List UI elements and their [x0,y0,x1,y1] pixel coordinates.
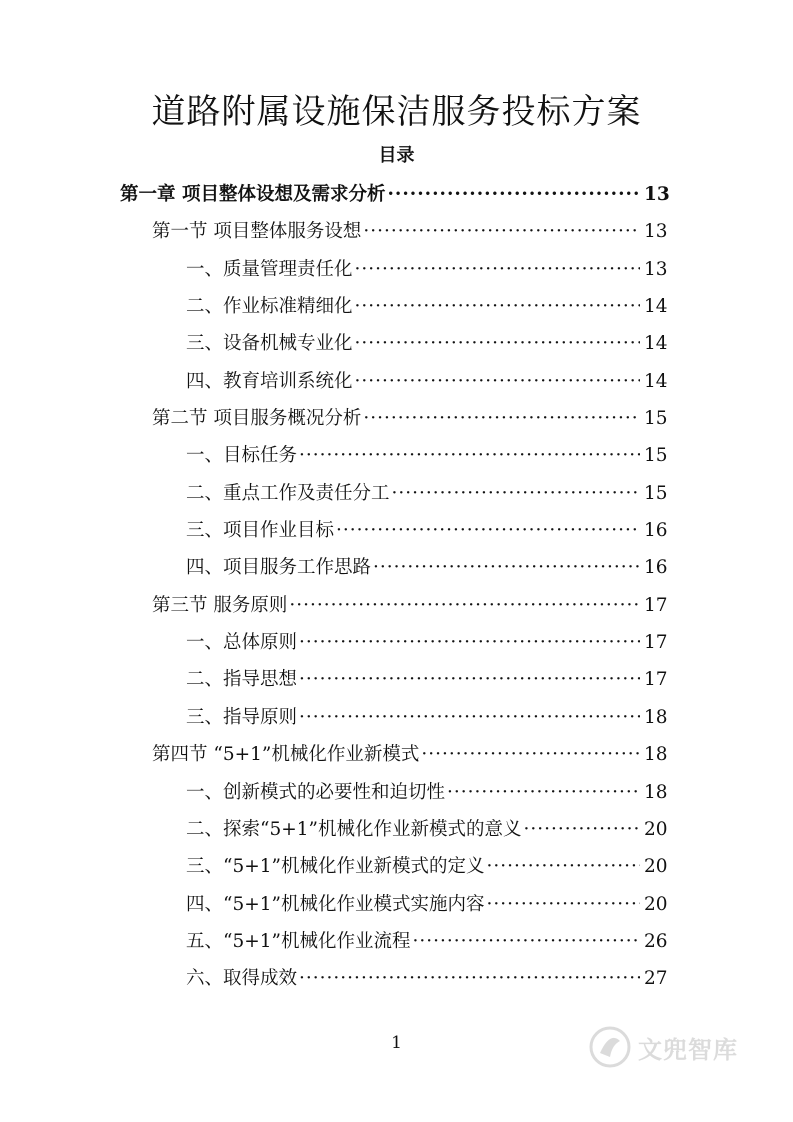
toc-subsection-entry[interactable] [0,960,793,997]
toc-entry-page-number: 16 [644,520,668,542]
toc-entry-label: 二、重点工作及责任分工 [186,482,390,504]
toc-dot-leader [392,475,640,512]
toc-dot-leader [363,400,640,437]
toc-dot-leader [363,213,640,250]
toc-subsection-entry[interactable] [0,512,793,549]
toc-entry-label: 第三节 服务原则 [152,594,288,616]
toc-entry-page-number: 14 [644,296,668,318]
toc-entry-page-number: 26 [644,930,668,952]
table-of-contents [0,176,793,998]
toc-entry-label: 第一节 项目整体服务设想 [152,221,362,243]
toc-entry-label: 一、质量管理责任化 [186,258,353,280]
toc-subsection-entry[interactable] [0,886,793,923]
toc-dot-leader [373,549,640,586]
document-title: 道路附属设施保洁服务投标方案 [151,92,642,132]
toc-subsection-entry[interactable] [0,624,793,661]
toc-dot-leader [412,923,640,960]
toc-entry-page-number: 18 [644,781,668,803]
toc-dot-leader [421,736,640,773]
toc-entry-page-number: 14 [644,370,668,392]
toc-entry-label: 三、设备机械专业化 [186,333,353,355]
toc-entry-page-number: 27 [644,968,668,990]
toc-entry-page-number: 20 [644,818,668,840]
toc-section-entry[interactable] [0,400,793,437]
toc-dot-leader [387,176,640,213]
toc-subsection-entry[interactable] [0,661,793,698]
toc-subsection-entry[interactable] [0,699,793,736]
toc-subsection-entry[interactable] [0,774,793,811]
toc-entry-page-number: 13 [644,258,668,280]
toc-entry-page-number: 18 [644,744,668,766]
toc-entry-page-number: 13 [644,221,668,243]
watermark-text: 文兜智库 [638,1035,738,1064]
toc-entry-label: 三、“5+1”机械化作业新模式的定义 [186,856,485,878]
toc-dot-leader [299,699,640,736]
toc-entry-label: 一、总体原则 [186,632,298,654]
toc-entry-label: 四、项目服务工作思路 [186,557,372,579]
toc-dot-leader [355,251,640,288]
toc-subsection-entry[interactable] [0,288,793,325]
toc-entry-page-number: 17 [644,669,668,691]
toc-entry-label: 第二节 项目服务概况分析 [152,408,362,430]
toc-dot-leader [355,325,640,362]
toc-chapter-entry[interactable] [0,176,793,213]
toc-entry-page-number: 15 [644,408,668,430]
toc-dot-leader [355,288,640,325]
page-number: 1 [391,1033,402,1053]
wendou-logo-icon [588,1025,632,1069]
toc-subsection-entry[interactable] [0,437,793,474]
toc-subsection-entry[interactable] [0,363,793,400]
toc-entry-label: 三、指导原则 [186,706,298,728]
toc-dot-leader [299,437,640,474]
toc-entry-label: 五、“5+1”机械化作业流程 [186,930,411,952]
toc-entry-label: 第四节 “5+1”机械化作业新模式 [152,744,420,766]
toc-subsection-entry[interactable] [0,251,793,288]
toc-dot-leader [447,774,640,811]
toc-subsection-entry[interactable] [0,923,793,960]
toc-subsection-entry[interactable] [0,848,793,885]
toc-subsection-entry[interactable] [0,475,793,512]
toc-entry-page-number: 17 [644,594,668,616]
toc-dot-leader [523,811,640,848]
toc-subsection-entry[interactable] [0,549,793,586]
toc-entry-label: 第一章 项目整体设想及需求分析 [120,184,386,205]
toc-dot-leader [299,960,640,997]
toc-entry-label: 三、项目作业目标 [186,520,335,542]
toc-entry-label: 六、取得成效 [186,968,298,990]
toc-entry-page-number: 17 [644,632,668,654]
toc-entry-page-number: 16 [644,557,668,579]
toc-entry-page-number: 15 [644,482,668,504]
watermark [588,1017,768,1077]
toc-entry-page-number: 20 [644,893,668,915]
toc-entry-label: 四、“5+1”机械化作业模式实施内容 [186,893,485,915]
toc-subsection-entry[interactable] [0,811,793,848]
toc-section-entry[interactable] [0,213,793,250]
toc-heading: 目录 [378,145,415,166]
toc-entry-page-number: 14 [644,333,668,355]
toc-entry-label: 二、指导思想 [186,669,298,691]
toc-dot-leader [289,587,640,624]
toc-section-entry[interactable] [0,587,793,624]
toc-subsection-entry[interactable] [0,325,793,362]
toc-dot-leader [355,363,640,400]
toc-dot-leader [299,661,640,698]
toc-entry-label: 二、探索“5+1”机械化作业新模式的意义 [186,818,522,840]
toc-entry-label: 二、作业标准精细化 [186,296,353,318]
toc-entry-label: 一、创新模式的必要性和迫切性 [186,781,446,803]
toc-entry-page-number: 20 [644,856,668,878]
toc-dot-leader [299,624,640,661]
toc-entry-page-number: 15 [644,445,668,467]
toc-entry-label: 四、教育培训系统化 [186,370,353,392]
toc-entry-label: 一、目标任务 [186,445,298,467]
toc-entry-page-number: 18 [644,706,668,728]
toc-dot-leader [486,886,640,923]
toc-section-entry[interactable] [0,736,793,773]
toc-dot-leader [486,848,640,885]
toc-entry-page-number: 13 [644,184,670,205]
toc-dot-leader [336,512,640,549]
